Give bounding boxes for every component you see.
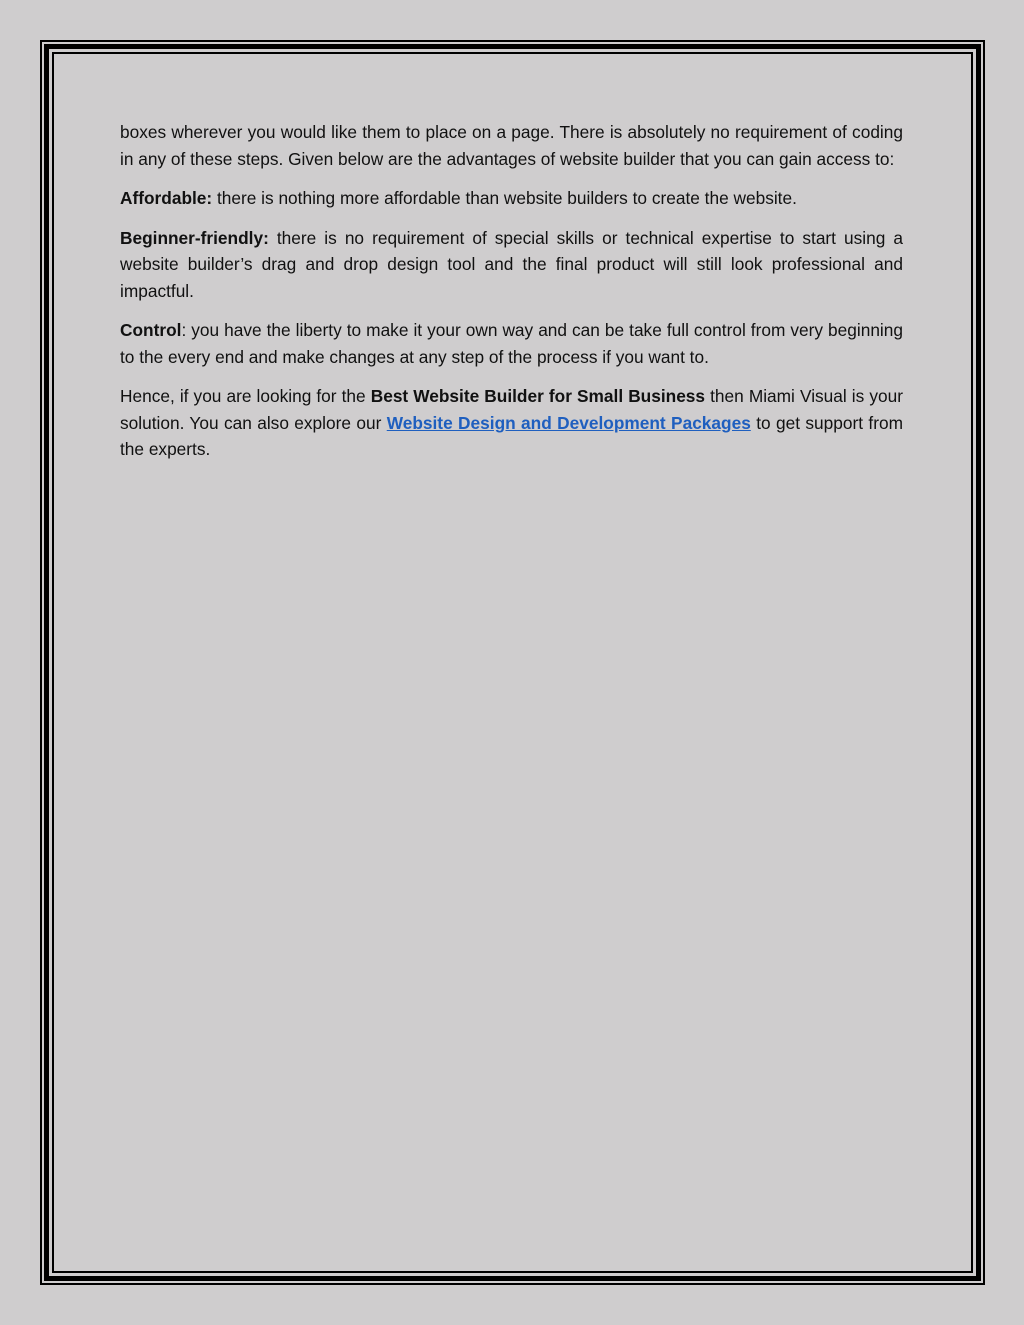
closing-bold-phrase: Best Website Builder for Small Business xyxy=(370,386,706,406)
closing-text-middle: then Miami Visual is your solution. You can also explore our xyxy=(120,386,903,433)
closing-paragraph xyxy=(120,383,903,463)
closing-text-after: to get support from the experts. xyxy=(120,412,903,459)
document-body xyxy=(120,119,903,476)
advantage-affordable xyxy=(120,185,903,212)
advantage-control xyxy=(120,317,903,370)
packages-link[interactable]: Website Design and Development Packages xyxy=(386,412,751,433)
advantage-label: Control xyxy=(120,320,182,340)
advantage-text: there is nothing more affordable than website builders to create the website. xyxy=(212,188,797,208)
advantage-text: there is no requirement of special skills or technical expertise to start using a website builder’s drag and drop design tool and the final product will still look professional and impactful. xyxy=(120,227,903,301)
closing-text-before: Hence, if you are looking for the xyxy=(120,386,371,406)
intro-paragraph: boxes wherever you would like them to place on a page. There is absolutely no requirement of coding in any of these steps. Given below are the advantages of website builder that you can gain access to: xyxy=(120,122,903,169)
advantage-beginner-friendly xyxy=(120,225,903,305)
advantage-label: Affordable: xyxy=(120,188,213,208)
advantage-text: : you have the liberty to make it your own way and can be take full control from very beginning to the every end and make changes at any step of the process if you want to. xyxy=(120,320,903,367)
advantage-label: Beginner-friendly: xyxy=(120,227,269,248)
